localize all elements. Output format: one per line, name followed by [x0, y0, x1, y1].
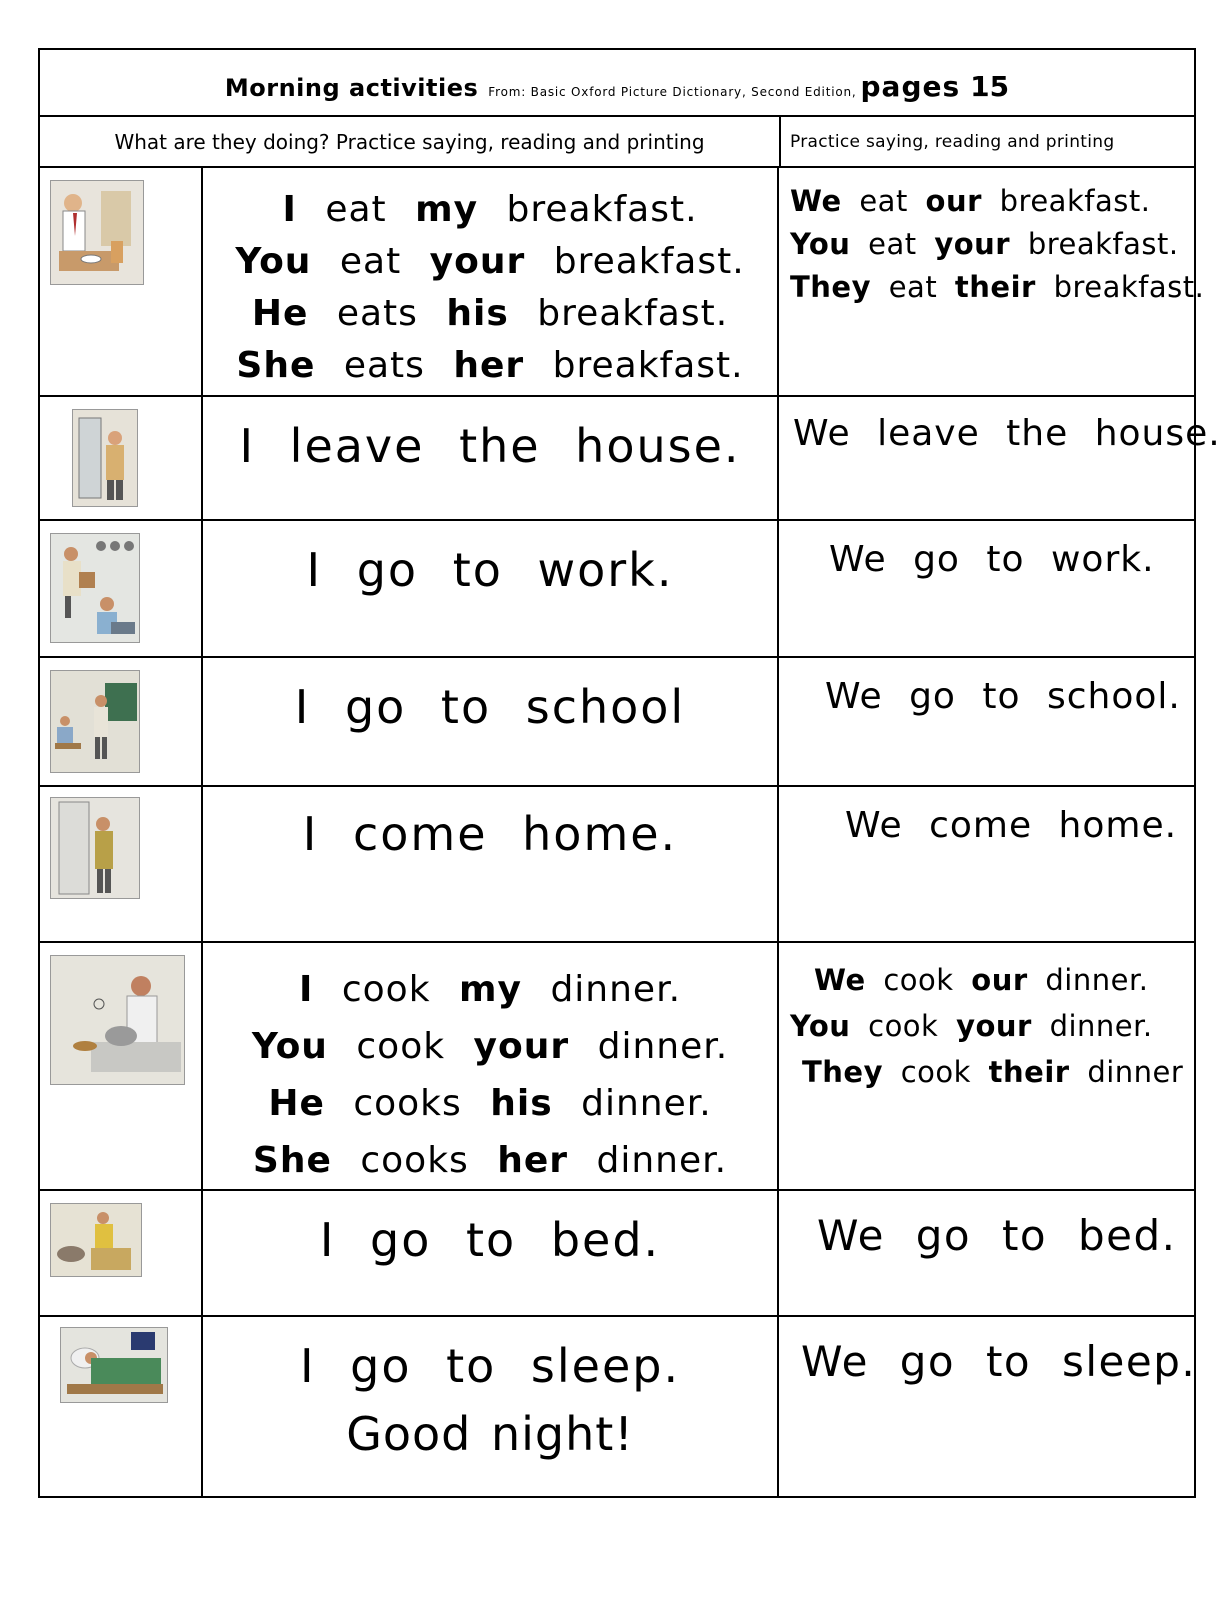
plural-sentence: We go to work. [829, 539, 1155, 580]
sentence-cell [203, 658, 779, 785]
sentence-line [203, 288, 777, 340]
verb: eat [888, 270, 938, 304]
plural-cell [779, 658, 1194, 785]
object: breakfast. [999, 184, 1151, 218]
object: dinner. [597, 1026, 729, 1067]
sentence: I leave the house. [239, 419, 741, 473]
verb: eats [336, 293, 418, 334]
plural-cell [779, 521, 1194, 656]
sentence-line [203, 1132, 777, 1189]
plural-sentence: We go to school. [825, 676, 1181, 717]
sentences-plural [790, 957, 1194, 1095]
sentence-cell [203, 1317, 779, 1498]
plural-cell [779, 397, 1221, 519]
plural-cell [779, 943, 1194, 1189]
possessive: my [415, 189, 479, 230]
sentence-line [203, 340, 777, 392]
row-sleep [40, 1317, 1197, 1498]
plural-cell [779, 1317, 1197, 1498]
possessive: your [429, 241, 526, 282]
image-cell [40, 1317, 203, 1498]
pronoun: He [268, 1083, 325, 1124]
source-text: From: Basic Oxford Picture Dictionary, Second Edition, [488, 85, 857, 99]
man-going-to-bed-image [50, 1203, 142, 1277]
verb: cook [356, 1026, 446, 1067]
possessive: their [988, 1055, 1070, 1089]
possessive: your [934, 227, 1011, 261]
sentence-line [790, 180, 1194, 223]
instructions-row [40, 117, 1194, 168]
plural-cell [779, 1191, 1194, 1315]
worksheet [38, 48, 1221, 1498]
sentence-cell [203, 168, 779, 395]
sentence-line [203, 1075, 777, 1132]
pronoun: They [790, 270, 871, 304]
pronoun: She [236, 345, 316, 386]
sentences-singular [203, 961, 777, 1189]
title-row [40, 50, 1194, 117]
pronoun: She [252, 1140, 332, 1181]
verb: cook [883, 963, 954, 997]
possessive: his [446, 293, 509, 334]
possessive: her [497, 1140, 569, 1181]
man-eating-breakfast-image [50, 180, 144, 285]
pronoun: You [235, 241, 312, 282]
object: breakfast. [1027, 227, 1179, 261]
title-text: Morning activities [224, 74, 479, 102]
verb: cooks [353, 1083, 462, 1124]
possessive: your [473, 1026, 570, 1067]
sentence: I go to bed. [319, 1213, 661, 1267]
man-sleeping-image [60, 1327, 168, 1403]
possessive: my [459, 969, 522, 1010]
sentence-line [790, 957, 1194, 1003]
sentence-line [790, 266, 1205, 309]
verb: cook [900, 1055, 971, 1089]
pronoun: We [814, 963, 866, 997]
plural-sentence: We come home. [845, 805, 1178, 846]
sentence-cell [203, 521, 779, 656]
man-leaving-house-image [72, 409, 138, 507]
plural-sentence: We go to sleep. [801, 1337, 1197, 1386]
people-at-work-image [50, 533, 140, 643]
object: breakfast. [553, 241, 745, 282]
object: dinner. [596, 1140, 728, 1181]
sentence-line [203, 236, 777, 288]
object: dinner. [1049, 1009, 1153, 1043]
possessive: her [453, 345, 525, 386]
sentence: I go to work. [306, 543, 674, 597]
sentences-singular [203, 184, 777, 392]
row-breakfast [40, 168, 1205, 397]
row-school [40, 658, 1194, 787]
sentence-line [203, 961, 777, 1018]
sentence-cell [203, 787, 779, 941]
pronoun: We [790, 184, 842, 218]
verb: cook [341, 969, 431, 1010]
image-cell [40, 168, 203, 395]
row-dinner [40, 943, 1194, 1191]
sentence-line [203, 1018, 777, 1075]
object: dinner. [1045, 963, 1149, 997]
pages-value: 15 [970, 70, 1010, 103]
possessive: their [954, 270, 1036, 304]
row-leave-house [40, 397, 1221, 521]
verb: eat [325, 189, 387, 230]
pronoun: They [802, 1055, 883, 1089]
verb: eat [868, 227, 917, 261]
pronoun: You [790, 227, 851, 261]
image-cell [40, 943, 203, 1189]
classroom-image [50, 670, 140, 773]
row-bed [40, 1191, 1194, 1317]
object: breakfast. [552, 345, 744, 386]
image-cell [40, 787, 203, 941]
man-cooking-image [50, 955, 185, 1085]
pronoun: I [282, 189, 297, 230]
plural-sentence: We leave the house. [793, 413, 1221, 454]
page-title [40, 70, 1194, 103]
object: dinner. [550, 969, 682, 1010]
sentence-line [790, 223, 1194, 266]
verb: eats [343, 345, 425, 386]
man-coming-home-image [50, 797, 140, 899]
pronoun: He [251, 293, 309, 334]
verb: cook [868, 1009, 939, 1043]
sentence-line [790, 1003, 1194, 1049]
instructions-right: Practice saying, reading and printing [790, 132, 1115, 152]
row-home [40, 787, 1194, 943]
pronoun: I [298, 969, 314, 1010]
verb: eat [339, 241, 402, 282]
pronoun: You [790, 1009, 851, 1043]
object: dinner. [581, 1083, 712, 1124]
row-work [40, 521, 1194, 658]
sentence-cell [203, 943, 779, 1189]
image-cell [40, 521, 203, 656]
sentences-plural [790, 180, 1205, 309]
possessive: your [956, 1009, 1032, 1043]
object: breakfast. [506, 189, 698, 230]
pages-label: pages [860, 70, 961, 103]
possessive: our [971, 963, 1028, 997]
possessive: our [925, 184, 982, 218]
image-cell [40, 397, 203, 519]
plural-cell [779, 168, 1205, 395]
sentence: I come home. [302, 807, 678, 861]
object: breakfast. [537, 293, 729, 334]
object: dinner [1087, 1055, 1184, 1089]
pronoun: You [251, 1026, 328, 1067]
sentence-cell [203, 397, 779, 519]
image-cell [40, 1191, 203, 1315]
possessive: his [490, 1083, 553, 1124]
image-cell [40, 658, 203, 785]
sentence: I go to sleep. [299, 1339, 681, 1393]
verb: cooks [360, 1140, 469, 1181]
sentence-cell [203, 1191, 779, 1315]
verb: eat [859, 184, 908, 218]
plural-sentence: We go to bed. [817, 1211, 1177, 1260]
plural-cell [779, 787, 1194, 941]
sentence: I go to school [294, 680, 686, 734]
object: breakfast. [1053, 270, 1205, 304]
good-night-text: Good night! [346, 1407, 634, 1461]
sentence-line [790, 1049, 1194, 1095]
sentence-line [203, 184, 777, 236]
instructions-left: What are they doing? Practice saying, reading and printing [40, 117, 781, 166]
